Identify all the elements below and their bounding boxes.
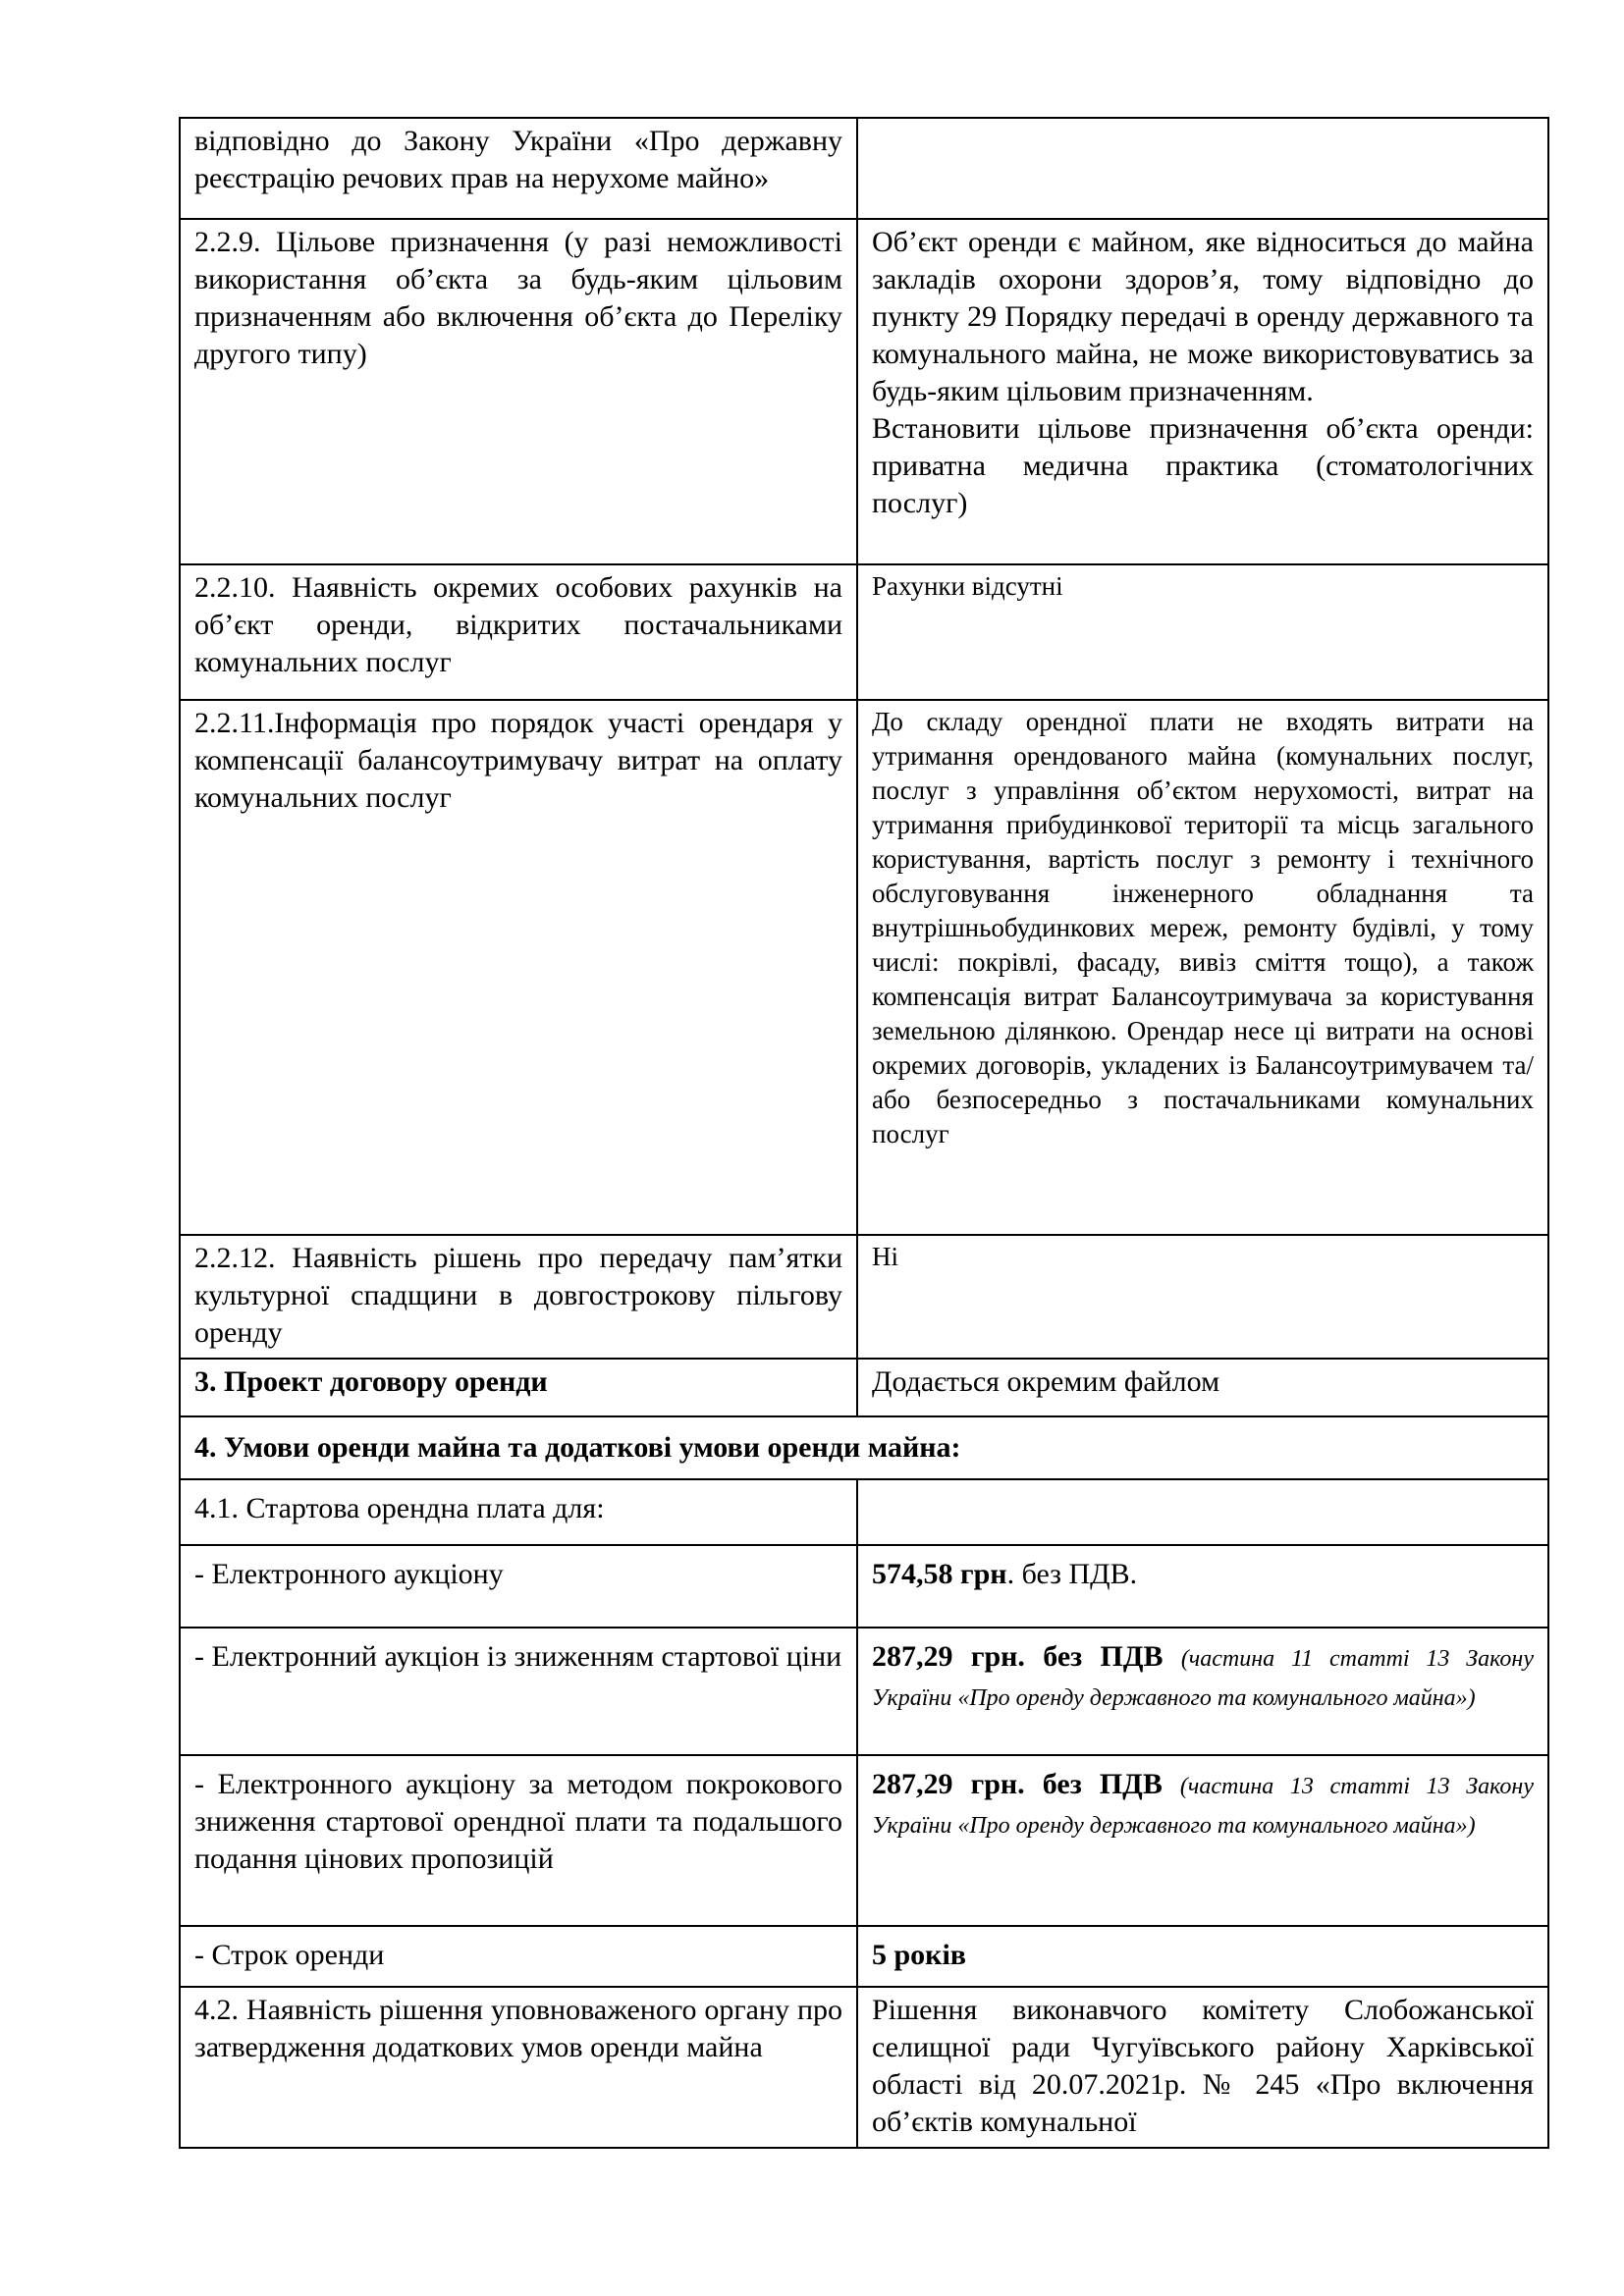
row-label: 2.2.9. Цільове призначення (у разі неможливості використання об’єкта за будь-яким цільовим призначенням або включення об’єкта до Переліку другого типу) <box>180 219 857 564</box>
section-heading: 3. Проект договору оренди <box>180 1359 857 1416</box>
row-value <box>857 1545 1548 1628</box>
table-row <box>180 700 1548 1235</box>
rent-amount-suffix: . без ПДВ. <box>1006 1558 1138 1590</box>
row-value: Рахунки відсутні <box>857 564 1548 700</box>
row-label: відповідно до Закону України «Про державну реєстрацію речових прав на нерухоме майно» <box>180 118 857 219</box>
table-row <box>180 219 1548 564</box>
table-row <box>180 1359 1548 1416</box>
table-row <box>180 1755 1548 1926</box>
row-value: Додається окремим файлом <box>857 1359 1548 1416</box>
row-value: До складу орендної плати не входять витрати на утримання орендованого майна (комунальних послуг, послуг з управління об’єктом нерухомості, витрат на утримання прибудинкової території та місць загального користування, вартість послуг з ремонту і технічного обслуговування інженерного обладнання та внутрішньобудинкових мереж, ремонту будівлі, у тому числі: покрівлі, фасаду, вивіз сміття тощо), а також компенсація витрат Балансоутримувача за користування земельною ділянкою. Орендар несе ці витрати на основі окремих договорів, укладених із Балансоутримувачем та/або безпосередньо з постачальниками комунальних послуг <box>857 700 1548 1235</box>
table-row <box>180 564 1548 700</box>
lease-conditions-table <box>179 117 1549 2149</box>
row-label: 2.2.10. Наявність окремих особових рахунків на об’єкт оренди, відкритих постачальниками комунальних послуг <box>180 564 857 700</box>
row-value <box>857 219 1548 564</box>
row-value: 5 років <box>857 1926 1548 1987</box>
row-label-text: - Електронний аукціон із зниженням стартової ціни <box>194 1640 842 1673</box>
row-label: 4.2. Наявність рішення уповноваженого органу про затвердження додаткових умов оренди майна <box>180 1987 857 2148</box>
row-value: Ні <box>857 1235 1548 1359</box>
table-row <box>180 1987 1548 2148</box>
table-row <box>180 1479 1548 1545</box>
purpose-paragraph: Об’єкт оренди є майном, яке відноситься до майна закладів охорони здоров’я, тому відповідно до пункту 29 Порядку передачі в оренду державного та комунального майна, не може використовуватись за будь-яким цільовим призначенням. <box>872 226 1534 407</box>
table-row <box>180 118 1548 219</box>
row-value <box>857 118 1548 219</box>
table-row <box>180 1416 1548 1479</box>
section-heading: 4. Умови оренди майна та додаткові умови оренди майна: <box>180 1416 1548 1479</box>
table-row <box>180 1628 1548 1755</box>
purpose-paragraph: Встановити цільове призначення об’єкта оренди: приватна медична практика (стоматологічних послуг) <box>872 412 1534 519</box>
law-reference: (частина 13 статті 13 Закону України «Про оренду державного та комунального майна») <box>872 1774 1534 1839</box>
table-row <box>180 1926 1548 1987</box>
table-row <box>180 1235 1548 1359</box>
row-label <box>180 1628 857 1755</box>
row-label: 4.1. Стартова орендна плата для: <box>180 1479 857 1545</box>
row-value: Рішення виконавчого комітету Слобожанської селищної ради Чугуївського району Харківської області від 20.07.2021р. № 245 «Про включення об’єктів комунальної <box>857 1987 1548 2148</box>
row-label: 2.2.11.Інформація про порядок участі орендаря у компенсації балансоутримувачу витрат на оплату комунальних послуг <box>180 700 857 1235</box>
rent-amount: 574,58 грн <box>872 1558 1007 1590</box>
row-label: - Строк оренди <box>180 1926 857 1987</box>
row-value <box>857 1628 1548 1755</box>
rent-amount: 287,29 грн. без ПДВ <box>872 1640 1181 1673</box>
rent-amount: 287,29 грн. без ПДВ <box>872 1768 1180 1800</box>
row-value <box>857 1479 1548 1545</box>
table-row <box>180 1545 1548 1628</box>
row-label: 2.2.12. Наявність рішень про передачу пам’ятки культурної спадщини в довгострокову пільгову оренду <box>180 1235 857 1359</box>
law-reference: (частина 11 статті 13 Закону України «Про оренду державного та комунального майна») <box>872 1646 1534 1711</box>
row-label: - Електронного аукціону за методом покрокового зниження стартової орендної плати та подальшого подання цінових пропозицій <box>180 1755 857 1926</box>
row-value <box>857 1755 1548 1926</box>
row-label: - Електронного аукціону <box>180 1545 857 1628</box>
